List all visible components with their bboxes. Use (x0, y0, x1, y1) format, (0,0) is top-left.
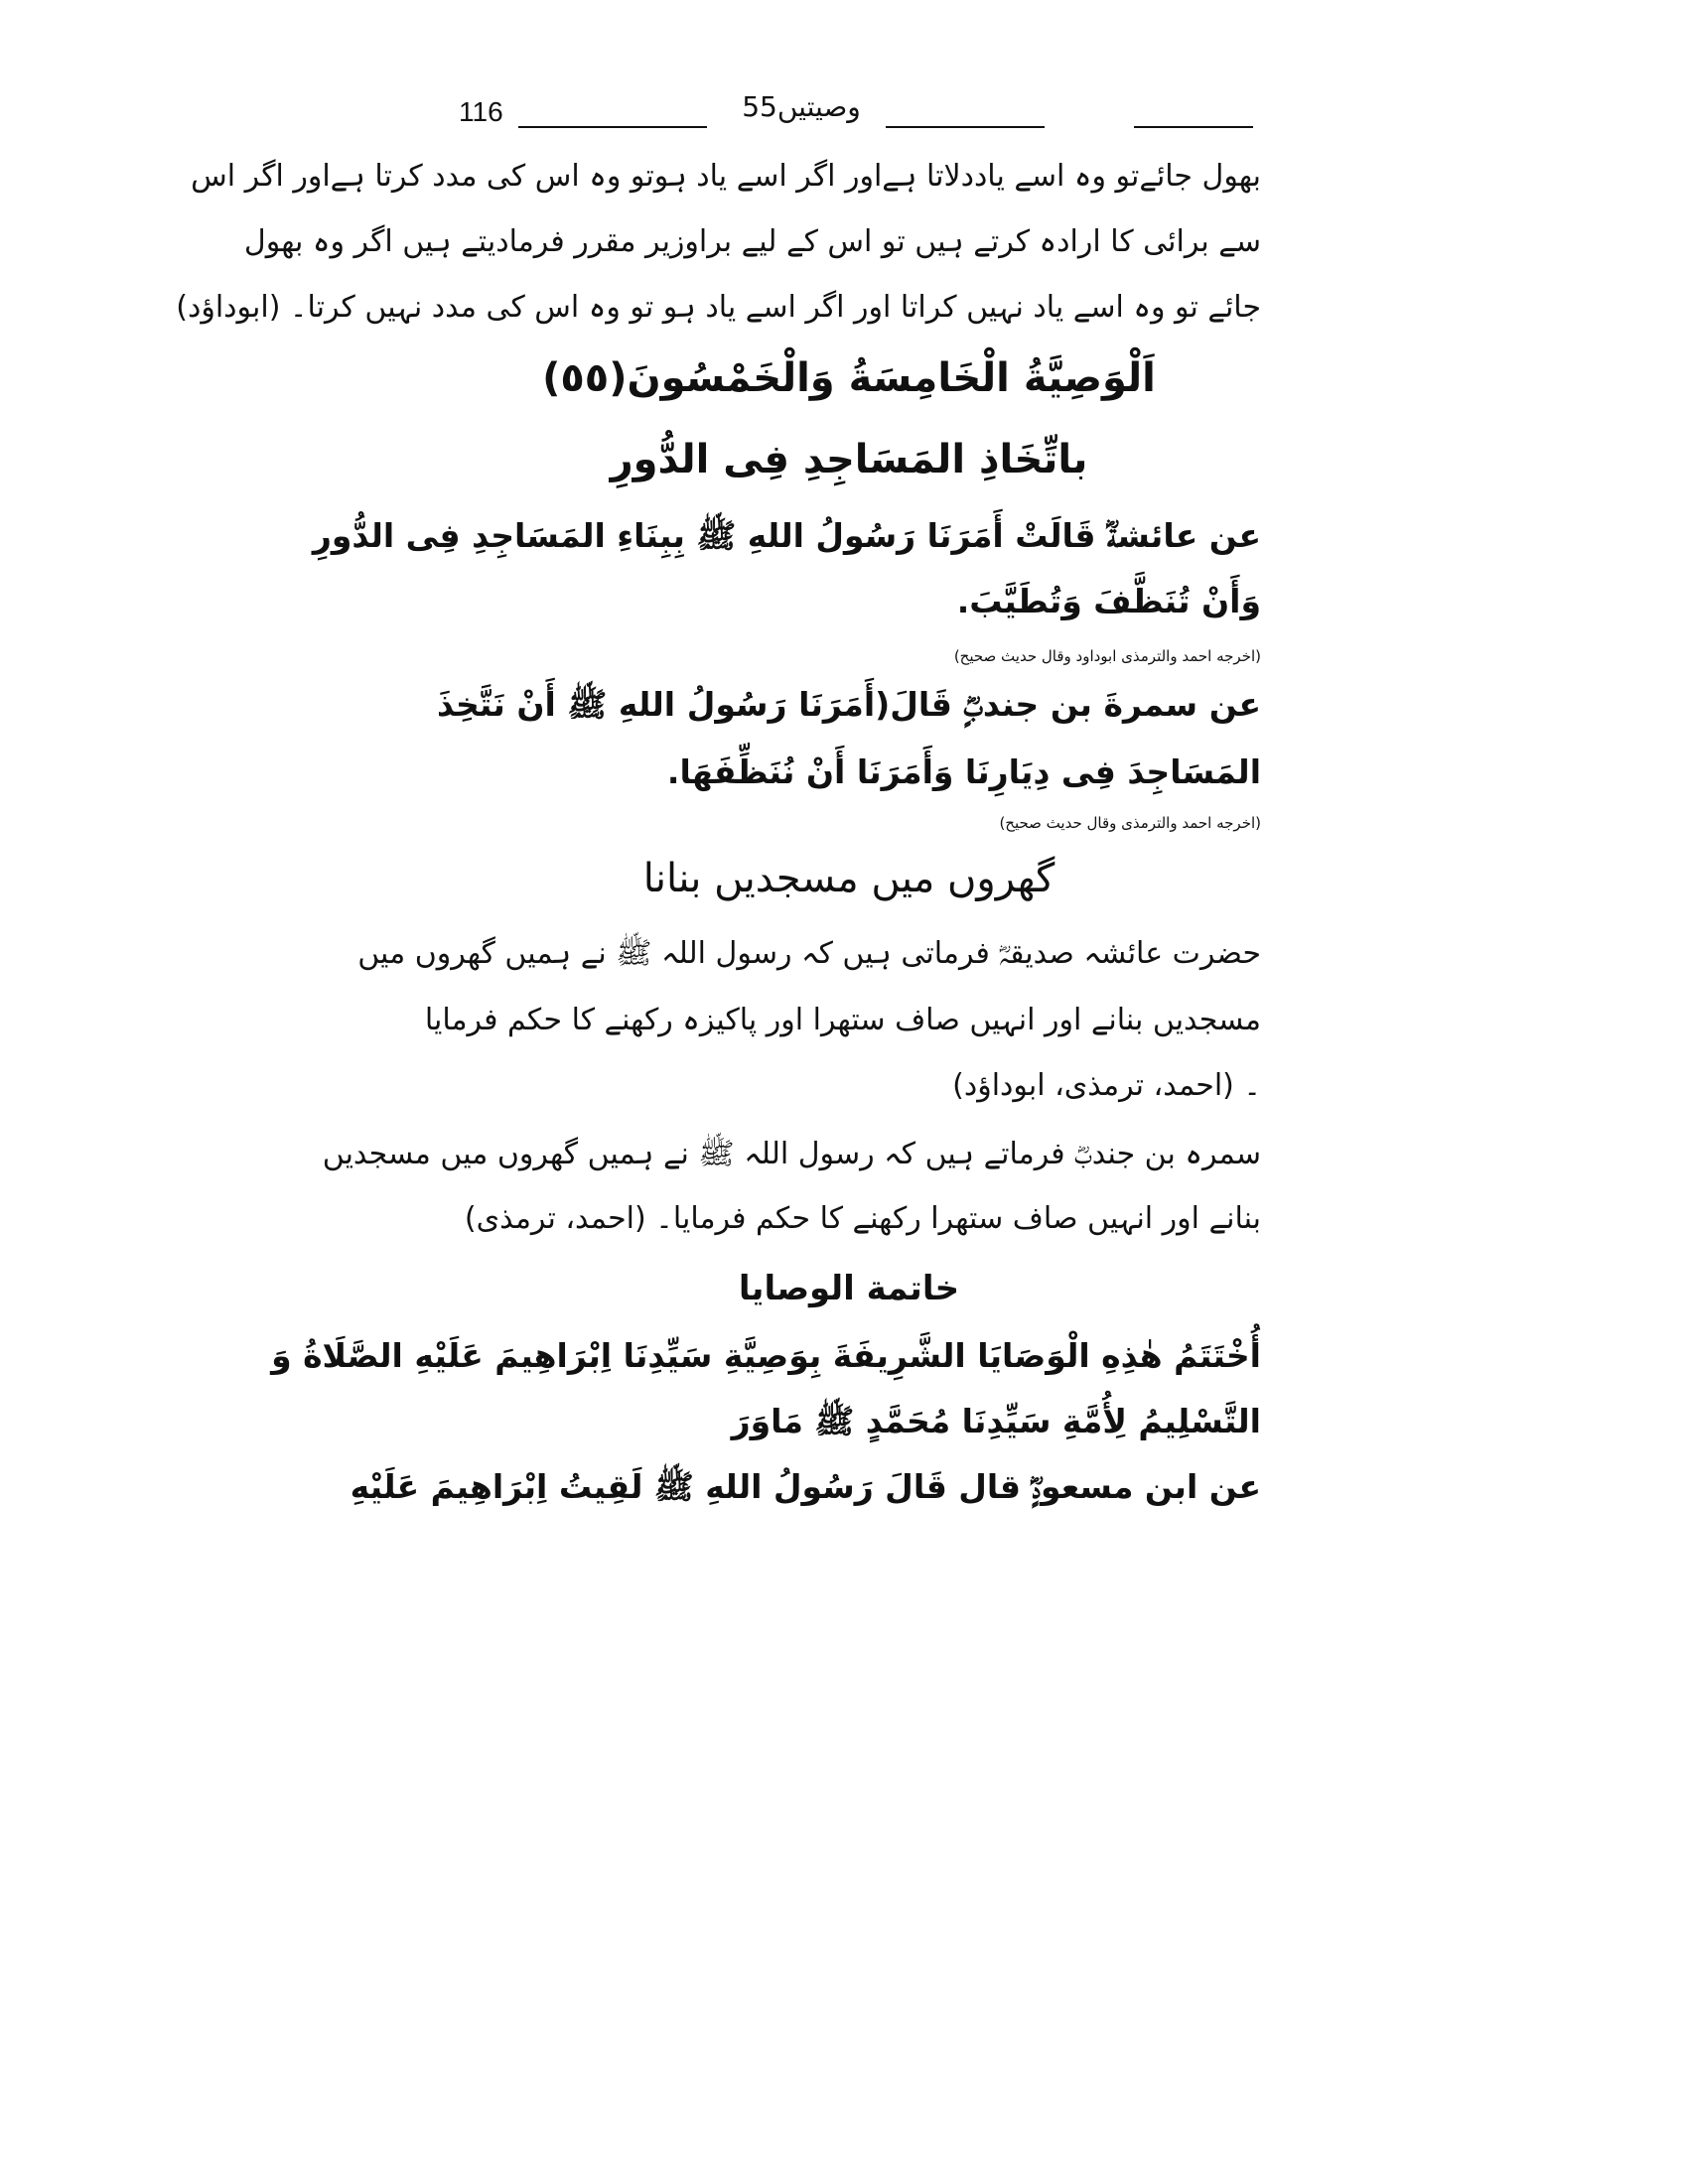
translation-line: حضرت عائشہ صدیقہؓ فرماتی ہیں کہ رسول اللہ ﷺ نے ہمیں گھروں میں (357, 936, 1261, 971)
hadith-line: وَأَنْ تُنَظَّفَ وَتُطَيَّبَ. (956, 582, 1261, 620)
section-heading: اَلْوَصِيَّةُ الْخَامِسَةُ وَالْخَمْسُونَ(٥٥) (542, 355, 1156, 401)
hadith-line: عن سمرةَ بن جندبٍؓ قَالَ(أَمَرَنَا رَسُولُ اللهِ ﷺ أَنْ نَتَّخِذَ (437, 685, 1261, 724)
header-title: 55وصیتیں (742, 90, 861, 123)
header-rule (518, 126, 707, 128)
closing-line: أُخْتَتَمُ هٰذِهِ الْوَصَايَا الشَّرِيفَةَ بِوَصِيَّةِ سَيِّدِنَا اِبْرَاهِيمَ عَلَيْهِ الصَّلَاةُ وَ (271, 1336, 1261, 1375)
closing-line: عن ابن مسعودٍؓ قال قَالَ رَسُولُ اللهِ ﷺ لَقِيتُ اِبْرَاهِيمَ عَلَيْهِ (350, 1467, 1261, 1506)
intro-line: جائے تو وہ اسے یاد نہیں کراتا اور اگر اسے یاد ہو تو وہ اس کی مدد نہیں کرتا۔ (ابوداؤد) (176, 290, 1261, 325)
translation-line: بنانے اور انہیں صاف ستھرا رکھنے کا حکم فرمایا۔ (احمد، ترمذی) (464, 1201, 1261, 1236)
header-rule (1134, 126, 1253, 128)
closing-heading: خاتمة الوصايا (738, 1269, 960, 1308)
translation-line: ۔ (احمد، ترمذی، ابوداؤد) (952, 1068, 1261, 1103)
page-number: 116 (459, 96, 503, 127)
translation-line: سمرہ بن جندبؓ فرماتے ہیں کہ رسول اللہ ﷺ نے ہمیں گھروں میں مسجدیں (322, 1137, 1261, 1171)
urdu-heading: گھروں میں مسجدیں بنانا (642, 856, 1055, 901)
page-header (459, 90, 1253, 134)
section-subheading: باتِّخَاذِ المَسَاجِدِ فِی الدُّورِ (610, 437, 1088, 482)
intro-line: بھول جائےتو وہ اسے یاددلاتا ہےاور اگر اسے یاد ہوتو وہ اس کی مدد کرتا ہےاور اگر اس (191, 159, 1261, 194)
hadith-line: عن عائشةؓ قَالَتْ أَمَرَنَا رَسُولُ اللهِ ﷺ بِبِنَاءِ المَسَاجِدِ فِی الدُّورِ (312, 516, 1261, 555)
intro-line: سے برائی کا ارادہ کرتے ہیں تو اس کے لیے براوزیر مقرر فرمادیتے ہیں اگر وہ بھول (243, 224, 1261, 259)
header-rule (886, 126, 1045, 128)
translation-line: مسجدیں بنانے اور انہیں صاف ستھرا اور پاکیزہ رکھنے کا حکم فرمایا (424, 1003, 1261, 1037)
closing-line: التَّسْلِيمُ لِأُمَّةِ سَيِّدِنَا مُحَمَّدٍ ﷺ مَاوَرَ (731, 1402, 1261, 1440)
hadith-line: المَسَاجِدَ فِی دِيَارِنَا وَأَمَرَنَا أَنْ نُنَظِّفَهَا. (666, 752, 1261, 791)
hadith-reference: (اخرجه احمد والترمذی ابوداود وقال حدیث صحیح) (953, 647, 1261, 665)
hadith-reference: (اخرجه احمد والترمذی وقال حدیث صحیح) (999, 814, 1261, 832)
